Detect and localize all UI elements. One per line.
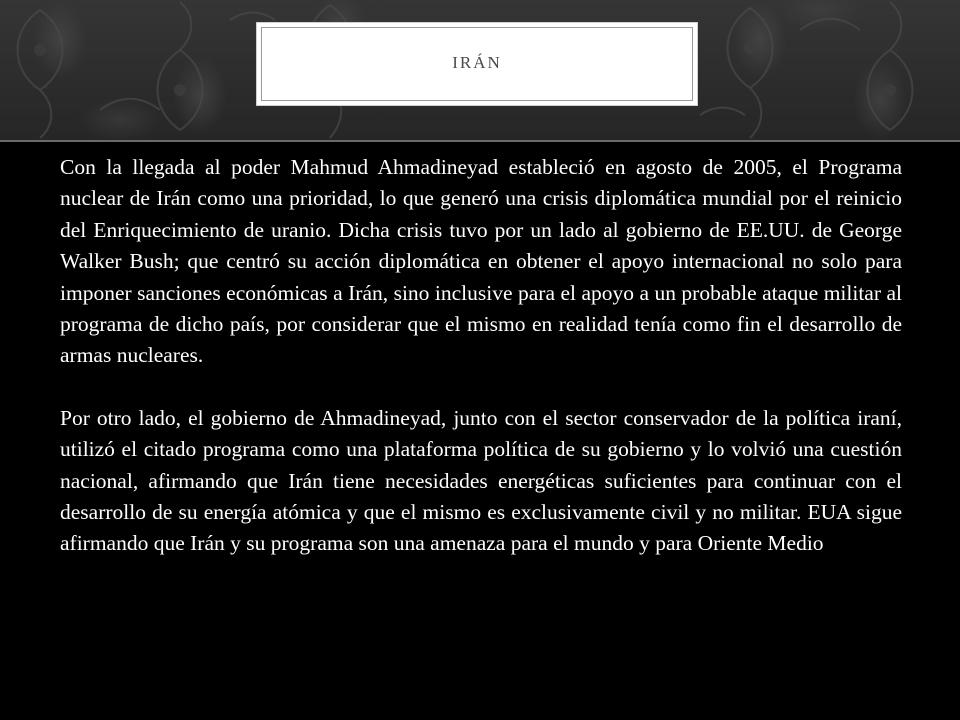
header-divider	[0, 140, 960, 142]
slide-title: IRÁN	[452, 53, 502, 72]
title-box	[256, 22, 698, 106]
paragraph-2: Por otro lado, el gobierno de Ahmadineyad, junto con el sector conservador de la política iraní, utilizó el citado programa como una plataforma política de su gobierno y lo volvió una cuestión nacional, afirmando que Irán tiene necesidades energéticas suficientes para continuar con el desarrollo de su energía atómica y que el mismo es exclusivamente civil y no militar. EUA sigue afirmando que Irán y su programa son una amenaza para el mundo y para Oriente Medio	[60, 405, 902, 556]
body-text	[60, 152, 902, 560]
paragraph-1: Con la llegada al poder Mahmud Ahmadineyad estableció en agosto de 2005, el Programa nuclear de Irán como una prioridad, lo que generó una crisis diplomática mundial por el reinicio del Enriquecimiento de uranio. Dicha crisis tuvo por un lado al gobierno de EE.UU. de George Walker Bush; que centró su acción diplomática en obtener el apoyo internacional no solo para imponer sanciones económicas a Irán, sino inclusive para el apoyo a un probable ataque militar al programa de dicho país, por considerar que el mismo en realidad tenía como fin el desarrollo de armas nucleares.	[60, 155, 902, 368]
